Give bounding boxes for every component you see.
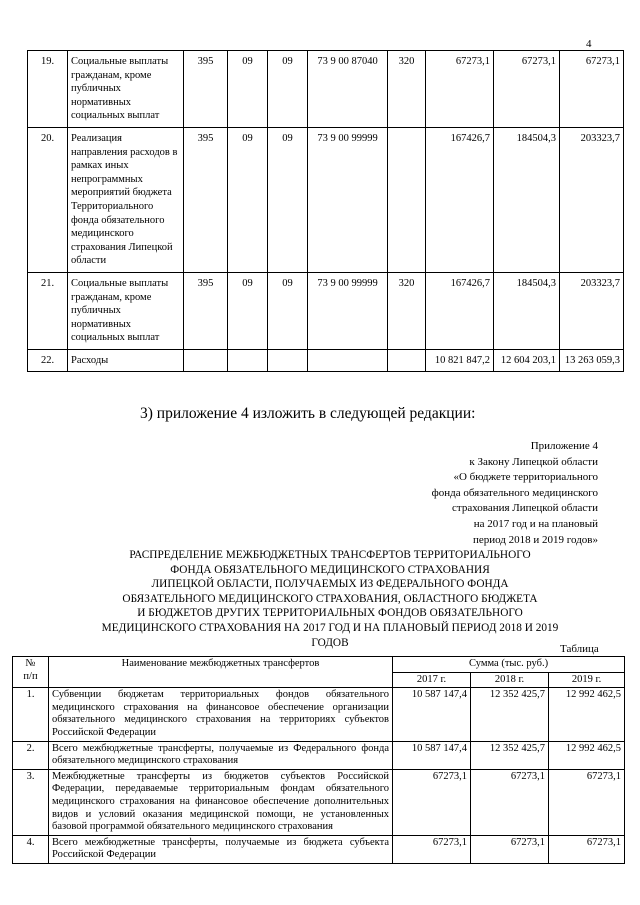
cell-num: 3. (13, 769, 49, 835)
table-row (28, 272, 624, 349)
cell-v1: 167426,7 (426, 272, 494, 349)
cell-num: 22. (28, 349, 68, 372)
table-row (28, 127, 624, 272)
cell-e (388, 127, 426, 272)
appendix-line: «О бюджете территориального (453, 471, 598, 484)
header-sum: Сумма (тыс. руб.) (393, 657, 625, 673)
intro-text: 3) приложение 4 изложить в следующей редакции: (140, 405, 476, 422)
cell-v1: 10 821 847,2 (426, 349, 494, 372)
cell-v2: 67273,1 (471, 769, 549, 835)
cell-v3: 12 992 462,5 (549, 741, 625, 769)
cell-d (308, 349, 388, 372)
header-num-line1: № (25, 658, 36, 669)
table-row (13, 741, 625, 769)
header-num (13, 657, 49, 688)
cell-e (388, 349, 426, 372)
appendix-line: фонда обязательного медицинского (431, 486, 598, 499)
cell-b: 09 (228, 51, 268, 128)
cell-v1: 67273,1 (393, 835, 471, 863)
cell-c (268, 349, 308, 372)
cell-v1: 167426,7 (426, 127, 494, 272)
expenses-table (27, 50, 624, 372)
cell-v3: 13 263 059,3 (560, 349, 624, 372)
title-line: РАСПРЕДЕЛЕНИЕ МЕЖБЮДЖЕТНЫХ ТРАНСФЕРТОВ ТЕРРИТОРИАЛЬНОГО (129, 549, 531, 561)
cell-v3: 203323,7 (560, 127, 624, 272)
table-row (13, 769, 625, 835)
header-year-2019: 2019 г. (549, 672, 625, 688)
table-row (28, 349, 624, 372)
appendix-line: период 2018 и 2019 годов» (472, 533, 598, 546)
cell-v3: 67273,1 (549, 769, 625, 835)
table-row (28, 51, 624, 128)
appendix-reference (380, 439, 598, 548)
cell-v2: 12 352 425,7 (471, 741, 549, 769)
document-title (70, 548, 590, 650)
cell-num: 4. (13, 835, 49, 863)
title-line: ЛИПЕЦКОЙ ОБЛАСТИ, ПОЛУЧАЕМЫХ ИЗ ФЕДЕРАЛЬНОГО ФОНДА (151, 578, 509, 591)
cell-name: Субвенции бюджетам территориальных фондов обязательного медицинского страхования на финансовое обеспечение организации обязательного медицинского страхования на территориях субъектов Российской Федерации (49, 688, 393, 741)
cell-num: 19. (28, 51, 68, 128)
cell-b (228, 349, 268, 372)
appendix-line: страхования Липецкой области (452, 502, 598, 515)
cell-b: 09 (228, 272, 268, 349)
cell-c: 09 (268, 272, 308, 349)
cell-name: Всего межбюджетные трансферты, получаемые из бюджета субъекта Российской Федерации (49, 835, 393, 863)
page-number: 4 (586, 38, 592, 50)
cell-v1: 67273,1 (393, 769, 471, 835)
cell-v1: 67273,1 (426, 51, 494, 128)
appendix-line: Приложение 4 (530, 440, 598, 452)
cell-v2: 12 352 425,7 (471, 688, 549, 741)
cell-d: 73 9 00 99999 (308, 127, 388, 272)
title-line: И БЮДЖЕТОВ ДРУГИХ ТЕРРИТОРИАЛЬНЫХ ФОНДОВ ОБЯЗАТЕЛЬНОГО (137, 607, 523, 620)
cell-v2: 67273,1 (471, 835, 549, 863)
cell-a: 395 (184, 272, 228, 349)
appendix-line: к Закону Липецкой области (469, 455, 598, 468)
cell-v1: 10 587 147,4 (393, 741, 471, 769)
table-label: Таблица (560, 643, 599, 655)
cell-v2: 184504,3 (494, 272, 560, 349)
cell-e: 320 (388, 51, 426, 128)
cell-name: Межбюджетные трансферты из бюджетов субъектов Российской Федерации, передаваемые территориальным фондам обязательного медицинского страхования на финансовое обеспечение дополнительных видов и условий оказания медицинской помощи, не установленных базовой программой обязательного медицинского страхования (49, 769, 393, 835)
cell-v3: 12 992 462,5 (549, 688, 625, 741)
cell-d: 73 9 00 87040 (308, 51, 388, 128)
cell-c: 09 (268, 51, 308, 128)
cell-name: Социальные выплаты гражданам, кроме публичных нормативных социальных выплат (68, 272, 184, 349)
cell-v3: 67273,1 (560, 51, 624, 128)
table-row (13, 688, 625, 741)
title-line: МЕДИЦИНСКОГО СТРАХОВАНИЯ НА 2017 ГОД И НА ПЛАНОВЫЙ ПЕРИОД 2018 И 2019 (101, 621, 559, 634)
cell-num: 21. (28, 272, 68, 349)
cell-v2: 12 604 203,1 (494, 349, 560, 372)
cell-b: 09 (228, 127, 268, 272)
cell-v3: 67273,1 (549, 835, 625, 863)
cell-a: 395 (184, 127, 228, 272)
cell-a: 395 (184, 51, 228, 128)
cell-name: Реализация направления расходов в рамках иных непрограммных мероприятий бюджета Территориального фонда обязательного медицинского страхования Липецкой области (68, 127, 184, 272)
cell-num: 1. (13, 688, 49, 741)
title-line: ГОДОВ (311, 636, 349, 649)
table-row (13, 835, 625, 863)
header-year-2017: 2017 г. (393, 672, 471, 688)
cell-name: Социальные выплаты гражданам, кроме публичных нормативных социальных выплат (68, 51, 184, 128)
appendix-line: на 2017 год и на плановый (473, 517, 598, 530)
header-year-2018: 2018 г. (471, 672, 549, 688)
title-line: ФОНДА ОБЯЗАТЕЛЬНОГО МЕДИЦИНСКОГО СТРАХОВАНИЯ (170, 563, 490, 576)
title-line: ОБЯЗАТЕЛЬНОГО МЕДИЦИНСКОГО СТРАХОВАНИЯ, ОБЛАСТНОГО БЮДЖЕТА (122, 592, 538, 605)
cell-v2: 67273,1 (494, 51, 560, 128)
cell-v1: 10 587 147,4 (393, 688, 471, 741)
cell-name: Расходы (68, 349, 184, 372)
cell-c: 09 (268, 127, 308, 272)
cell-e: 320 (388, 272, 426, 349)
cell-name: Всего межбюджетные трансферты, получаемые из Федерального фонда обязательного медицинского страхования (49, 741, 393, 769)
cell-a (184, 349, 228, 372)
cell-v3: 203323,7 (560, 272, 624, 349)
cell-v2: 184504,3 (494, 127, 560, 272)
header-num-line2: п/п (23, 670, 38, 682)
header-name: Наименование межбюджетных трансфертов (49, 657, 393, 688)
cell-num: 20. (28, 127, 68, 272)
transfers-table (12, 656, 625, 864)
cell-num: 2. (13, 741, 49, 769)
cell-d: 73 9 00 99999 (308, 272, 388, 349)
